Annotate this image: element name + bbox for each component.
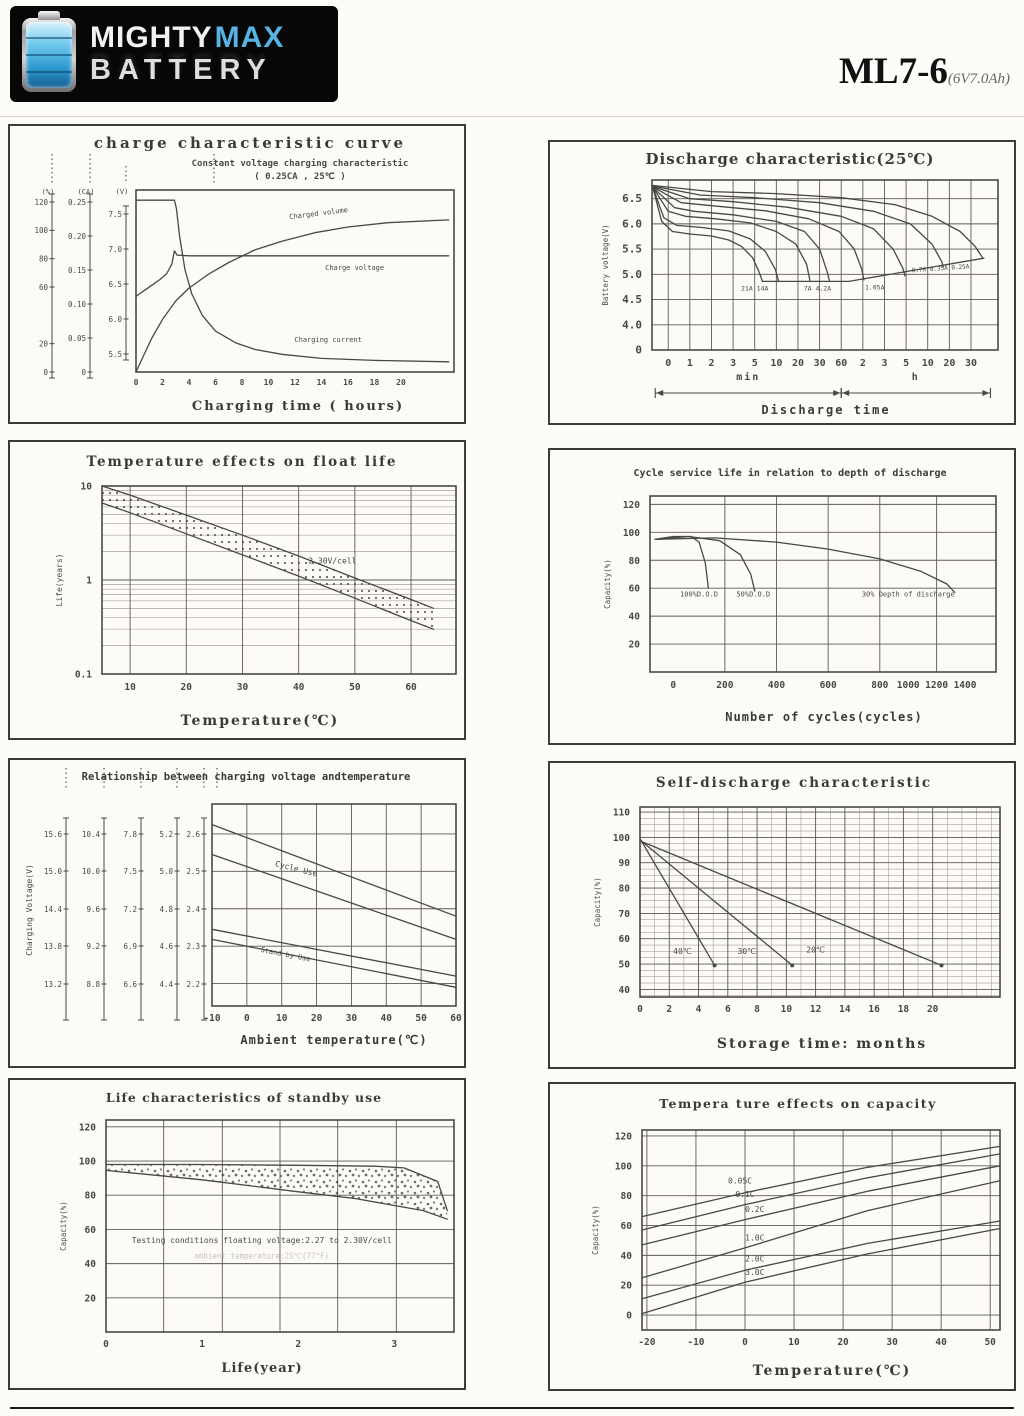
svg-text:21A 14A: 21A 14A — [741, 284, 769, 293]
svg-text:80: 80 — [84, 1190, 96, 1202]
svg-text:0.25: 0.25 — [67, 197, 86, 207]
svg-text:70: 70 — [618, 908, 630, 920]
svg-text:min: min — [736, 372, 761, 383]
svg-text:10: 10 — [80, 481, 92, 493]
svg-text:8.8: 8.8 — [86, 979, 100, 989]
svg-text:400: 400 — [767, 680, 786, 691]
svg-text:2.5: 2.5 — [186, 866, 200, 876]
svg-text:1: 1 — [686, 358, 693, 369]
svg-text:Life characteristics of standb: Life characteristics of standby use — [105, 1090, 383, 1105]
svg-text:9.2: 9.2 — [86, 941, 100, 951]
chart-cycle-service-life — [550, 450, 1014, 743]
panel-charging-voltage-temperature — [8, 758, 466, 1068]
svg-text:1: 1 — [86, 575, 92, 587]
svg-text:60: 60 — [835, 358, 848, 369]
svg-text:0: 0 — [103, 1339, 109, 1350]
svg-text:5: 5 — [903, 358, 910, 369]
svg-text:0.10: 0.10 — [67, 299, 86, 309]
svg-text:3: 3 — [391, 1339, 398, 1350]
svg-text:40: 40 — [292, 682, 305, 693]
svg-text:ambient temperature:25℃(77°F): ambient temperature:25℃(77°F) — [194, 1251, 330, 1261]
svg-text:6.0: 6.0 — [108, 314, 122, 324]
svg-text:Testing conditions floating vo: Testing conditions floating voltage:2.27 to 2.30V/cell — [131, 1236, 392, 1246]
svg-text:7A 4.2A: 7A 4.2A — [803, 284, 832, 293]
panel-standby-life — [8, 1078, 466, 1390]
svg-text:0.20: 0.20 — [67, 231, 86, 241]
svg-text:120: 120 — [622, 499, 640, 511]
svg-text:50%D.O.D: 50%D.O.D — [736, 590, 771, 599]
svg-text:8: 8 — [239, 378, 245, 387]
svg-text:80: 80 — [628, 555, 640, 567]
svg-text:4: 4 — [186, 378, 192, 387]
svg-text:14: 14 — [316, 378, 327, 387]
svg-text:40℃: 40℃ — [673, 946, 692, 956]
svg-text:6: 6 — [213, 378, 218, 387]
svg-text:3: 3 — [730, 358, 737, 369]
svg-text:7.5: 7.5 — [123, 866, 137, 876]
svg-text:20: 20 — [926, 1004, 939, 1015]
svg-text:15.0: 15.0 — [43, 866, 62, 876]
svg-text:600: 600 — [819, 680, 837, 691]
svg-text:0: 0 — [665, 358, 672, 369]
svg-text:4: 4 — [695, 1004, 702, 1015]
svg-text:40: 40 — [628, 611, 640, 623]
svg-text:0.1: 0.1 — [74, 669, 92, 681]
svg-text:0.05: 0.05 — [67, 333, 86, 343]
svg-text:20: 20 — [38, 339, 48, 349]
svg-text:3.0C: 3.0C — [745, 1267, 765, 1277]
svg-text:Life(years): Life(years) — [55, 553, 64, 607]
header-divider — [0, 116, 1024, 117]
svg-text:20: 20 — [943, 358, 956, 369]
svg-text:50: 50 — [984, 1337, 996, 1348]
svg-text:5.5: 5.5 — [622, 242, 642, 256]
svg-text:30: 30 — [964, 358, 977, 369]
svg-text:1.05A: 1.05A — [864, 283, 885, 292]
brand-max: MAX — [214, 21, 285, 54]
svg-text:100: 100 — [612, 832, 630, 844]
svg-text:0: 0 — [635, 343, 642, 357]
svg-text:40: 40 — [380, 1013, 393, 1024]
svg-text:Charged volume: Charged volume — [288, 206, 349, 222]
svg-text:80: 80 — [38, 254, 48, 264]
svg-text:Capacity(%): Capacity(%) — [59, 1201, 68, 1251]
svg-text:0: 0 — [670, 680, 677, 691]
svg-text:Capacity(%): Capacity(%) — [593, 877, 602, 927]
svg-text:20℃: 20℃ — [806, 945, 825, 955]
svg-text:2.2: 2.2 — [186, 979, 200, 989]
svg-text:charge characteristic curve: charge characteristic curve — [93, 134, 407, 152]
svg-text:4.6: 4.6 — [159, 941, 173, 951]
svg-text:18: 18 — [369, 378, 380, 387]
panel-charge-characteristic — [8, 124, 466, 424]
svg-text:120: 120 — [614, 1131, 632, 1143]
svg-text:1400: 1400 — [953, 680, 977, 691]
model-title — [839, 50, 1010, 93]
svg-text:30℃: 30℃ — [737, 946, 757, 956]
svg-text:Temperature effects on float l: Temperature effects on float life — [86, 454, 398, 470]
svg-text:40: 40 — [84, 1259, 96, 1271]
svg-text:12: 12 — [809, 1004, 822, 1015]
svg-text:100: 100 — [78, 1156, 96, 1168]
svg-text:10: 10 — [263, 378, 274, 387]
svg-text:1200: 1200 — [925, 680, 949, 691]
svg-text:20: 20 — [84, 1293, 96, 1305]
svg-text:12: 12 — [290, 378, 300, 387]
svg-text:4.8: 4.8 — [159, 904, 173, 914]
chart-temperature-effects-capacity — [550, 1084, 1014, 1389]
svg-text:5.0: 5.0 — [622, 267, 642, 281]
chart-life-characteristics-standby — [10, 1080, 464, 1388]
svg-text:h: h — [911, 372, 920, 383]
svg-text:6.0: 6.0 — [622, 217, 642, 231]
svg-text:80: 80 — [618, 883, 630, 895]
chart-charge-characteristic-curve — [10, 126, 464, 422]
svg-text:2: 2 — [708, 358, 715, 369]
svg-text:7.5: 7.5 — [108, 209, 122, 219]
svg-text:80: 80 — [620, 1191, 632, 1203]
chart-discharge-characteristic — [550, 142, 1014, 423]
panel-cycle-service-life — [548, 448, 1016, 745]
svg-text:40: 40 — [620, 1250, 632, 1262]
svg-text:10: 10 — [788, 1337, 800, 1348]
battery-icon — [22, 18, 76, 92]
brand-battery: BATTERY — [90, 54, 273, 86]
svg-text:Charging Voltage(V): Charging Voltage(V) — [25, 864, 34, 956]
svg-text:10.0: 10.0 — [81, 866, 100, 876]
svg-text:13.8: 13.8 — [43, 941, 62, 951]
svg-text:Charge voltage: Charge voltage — [325, 263, 385, 272]
svg-text:-20: -20 — [638, 1337, 656, 1348]
svg-text:60: 60 — [620, 1221, 632, 1233]
svg-text:40: 40 — [935, 1337, 947, 1348]
svg-text:2.30V/cell: 2.30V/cell — [308, 556, 357, 566]
svg-text:13.2: 13.2 — [43, 979, 62, 989]
svg-text:6.6: 6.6 — [123, 979, 137, 989]
svg-text:14: 14 — [839, 1004, 851, 1015]
svg-text:50: 50 — [618, 959, 630, 971]
svg-text:2.4: 2.4 — [186, 904, 200, 914]
svg-text:2.3: 2.3 — [186, 941, 200, 951]
svg-text:50: 50 — [349, 682, 361, 693]
svg-text:2: 2 — [160, 378, 165, 387]
svg-text:4.0: 4.0 — [622, 318, 642, 332]
panel-float-life — [8, 440, 466, 740]
svg-text:10: 10 — [770, 358, 783, 369]
svg-text:0: 0 — [133, 378, 139, 387]
svg-text:100: 100 — [622, 527, 640, 539]
svg-text:50: 50 — [415, 1013, 427, 1024]
model-capacity: (6V7.0Ah) — [947, 71, 1010, 87]
svg-text:(V): (V) — [115, 188, 129, 196]
svg-text:20: 20 — [396, 378, 406, 387]
svg-text:Relationship between charging: Relationship between charging voltage andtemperature — [81, 771, 411, 783]
svg-text:5.5: 5.5 — [108, 349, 122, 359]
svg-text:200: 200 — [716, 680, 734, 691]
svg-text:100: 100 — [614, 1161, 632, 1173]
svg-text:Discharge characteristic(25℃): Discharge characteristic(25℃) — [645, 150, 935, 168]
svg-text:0: 0 — [43, 367, 48, 377]
svg-text:18: 18 — [897, 1004, 910, 1015]
svg-text:Ambient temperature(℃): Ambient temperature(℃) — [240, 1033, 428, 1047]
svg-text:6.5: 6.5 — [108, 279, 122, 289]
svg-text:20: 20 — [620, 1280, 632, 1292]
panel-self-discharge — [548, 761, 1016, 1069]
svg-text:6.5: 6.5 — [622, 192, 642, 206]
svg-text:Temperature(℃): Temperature(℃) — [752, 1363, 912, 1379]
svg-text:Capacity(%): Capacity(%) — [603, 559, 612, 609]
svg-text:Charging time ( hours): Charging time ( hours) — [191, 399, 405, 414]
svg-text:-10: -10 — [687, 1337, 705, 1348]
svg-text:0.05C: 0.05C — [728, 1176, 753, 1186]
svg-text:Cycle service life in relation: Cycle service life in relation to depth of discharge — [633, 468, 947, 479]
svg-text:Capacity(%): Capacity(%) — [591, 1205, 600, 1255]
brand-line1 — [90, 23, 284, 53]
svg-text:Charging current: Charging current — [294, 336, 362, 345]
svg-text:0.15: 0.15 — [67, 265, 86, 275]
svg-text:40: 40 — [618, 984, 630, 996]
svg-text:120: 120 — [34, 197, 48, 207]
svg-text:30: 30 — [886, 1337, 898, 1348]
svg-text:60: 60 — [450, 1013, 462, 1024]
svg-text:Battery voltage(V): Battery voltage(V) — [601, 224, 610, 306]
svg-text:9.6: 9.6 — [86, 904, 100, 914]
svg-text:Self-discharge characteristic: Self-discharge characteristic — [655, 775, 933, 791]
svg-text:-10: -10 — [203, 1013, 221, 1024]
svg-text:30: 30 — [345, 1013, 358, 1024]
chart-charging-voltage-vs-temperature — [10, 760, 464, 1066]
svg-text:15.6: 15.6 — [43, 829, 62, 839]
svg-text:5: 5 — [751, 358, 758, 369]
svg-text:5.0: 5.0 — [159, 866, 173, 876]
svg-text:(%): (%) — [41, 188, 55, 196]
brand-logo — [10, 6, 338, 102]
svg-text:6.9: 6.9 — [123, 941, 137, 951]
svg-text:60: 60 — [38, 282, 48, 292]
svg-text:Number of cycles(cycles): Number of cycles(cycles) — [725, 710, 923, 724]
svg-text:1: 1 — [199, 1339, 205, 1350]
svg-text:Constant voltage charging char: Constant voltage charging characteristic — [191, 159, 409, 169]
svg-text:Temperature(℃): Temperature(℃) — [180, 713, 340, 729]
svg-text:0: 0 — [637, 1004, 643, 1015]
svg-text:0: 0 — [626, 1310, 632, 1322]
svg-text:10.4: 10.4 — [81, 829, 100, 839]
chart-self-discharge-characteristic — [550, 763, 1014, 1067]
svg-text:4.5: 4.5 — [622, 293, 642, 307]
svg-text:0: 0 — [742, 1337, 748, 1348]
svg-text:60: 60 — [405, 682, 417, 693]
svg-text:16: 16 — [343, 378, 353, 387]
svg-text:3: 3 — [881, 358, 888, 369]
svg-text:Cycle Use: Cycle Use — [274, 859, 319, 879]
brand-mighty: MIGHTY — [90, 21, 213, 54]
svg-text:20: 20 — [180, 682, 193, 693]
svg-text:20: 20 — [628, 639, 640, 651]
svg-text:Storage time: months: Storage time: months — [716, 1036, 928, 1052]
svg-text:Discharge time: Discharge time — [761, 403, 891, 417]
panel-discharge-characteristic — [548, 140, 1016, 425]
svg-text:16: 16 — [868, 1004, 880, 1015]
svg-text:( 0.25CA , 25℃ ): ( 0.25CA , 25℃ ) — [254, 172, 346, 182]
svg-text:10: 10 — [275, 1013, 288, 1024]
footer-rule — [10, 1407, 1014, 1409]
svg-text:5.2: 5.2 — [159, 829, 173, 839]
svg-text:Life(year): Life(year) — [221, 1361, 303, 1376]
svg-text:14.4: 14.4 — [43, 904, 62, 914]
svg-text:7.2: 7.2 — [123, 904, 137, 914]
svg-text:6: 6 — [724, 1004, 731, 1015]
svg-text:2.6: 2.6 — [186, 829, 200, 839]
svg-text:10: 10 — [780, 1004, 793, 1015]
chart-temperature-effects-float-life — [10, 442, 464, 738]
svg-text:0.1C: 0.1C — [735, 1190, 755, 1200]
svg-text:2: 2 — [666, 1004, 673, 1015]
svg-text:10: 10 — [124, 682, 136, 693]
svg-text:8: 8 — [754, 1004, 760, 1015]
svg-text:7.8: 7.8 — [123, 829, 137, 839]
svg-text:1.0C: 1.0C — [745, 1233, 765, 1243]
svg-text:2: 2 — [859, 358, 866, 369]
svg-text:20: 20 — [791, 358, 804, 369]
svg-text:60: 60 — [84, 1224, 96, 1236]
battery-core — [26, 22, 72, 88]
svg-text:120: 120 — [78, 1122, 96, 1134]
svg-text:2.0C: 2.0C — [745, 1254, 765, 1264]
svg-text:100: 100 — [34, 226, 48, 236]
svg-text:20: 20 — [837, 1337, 849, 1348]
brand-text — [90, 23, 284, 85]
svg-text:0: 0 — [81, 367, 86, 377]
svg-text:60: 60 — [628, 583, 640, 595]
svg-text:30: 30 — [236, 682, 249, 693]
svg-text:1000: 1000 — [896, 680, 920, 691]
svg-text:4.4: 4.4 — [159, 979, 173, 989]
svg-text:0.2C: 0.2C — [745, 1205, 765, 1215]
svg-text:60: 60 — [618, 934, 630, 946]
svg-text:30: 30 — [813, 358, 826, 369]
svg-text:(CA): (CA) — [77, 188, 95, 196]
svg-text:90: 90 — [618, 858, 630, 870]
svg-text:Stand by Use: Stand by Use — [259, 945, 312, 964]
svg-text:10: 10 — [921, 358, 934, 369]
svg-text:7.0: 7.0 — [108, 244, 122, 254]
model-number: ML7-6 — [838, 51, 948, 92]
svg-text:0.7A 0.35A 0.25A: 0.7A 0.35A 0.25A — [911, 263, 970, 275]
svg-text:30% Depth of discharge: 30% Depth of discharge — [861, 590, 955, 599]
svg-text:110: 110 — [612, 807, 630, 819]
svg-text:100%D.O.D: 100%D.O.D — [680, 590, 719, 599]
svg-text:0: 0 — [243, 1013, 250, 1024]
svg-text:2: 2 — [295, 1339, 302, 1350]
svg-text:800: 800 — [871, 680, 889, 691]
svg-text:Tempera ture effects on capaci: Tempera ture effects on capacity — [659, 1096, 937, 1111]
panel-temperature-capacity — [548, 1082, 1016, 1391]
svg-text:20: 20 — [310, 1013, 323, 1024]
